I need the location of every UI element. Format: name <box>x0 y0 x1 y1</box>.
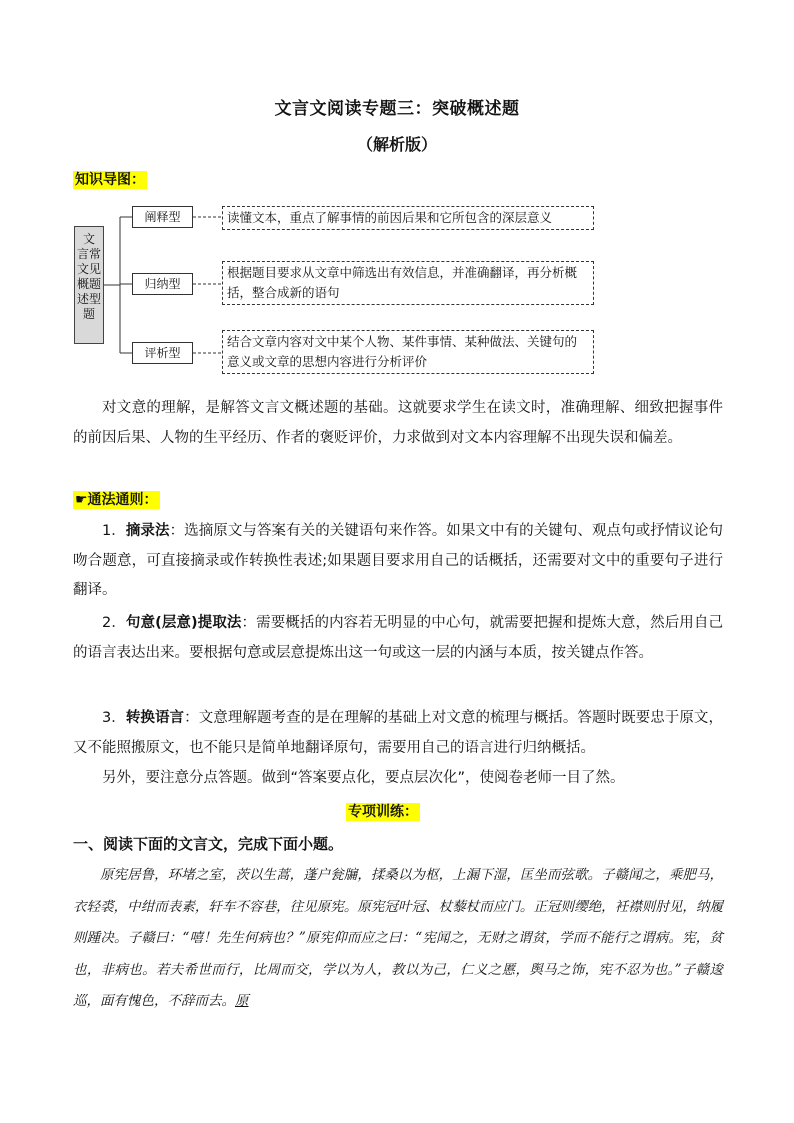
mindmap-root-line: 概题 <box>76 277 101 291</box>
general-rules-label: ☛通法通则： <box>75 492 158 508</box>
rule-item <box>73 704 723 763</box>
special-training-label: 专项训练： <box>348 804 418 820</box>
mindmap-node-evaluate: 评析型 <box>132 342 193 364</box>
knowledge-map-label: 知识导图： <box>75 172 145 188</box>
section-heading-general-rules <box>73 489 160 509</box>
page-subtitle: （解析版） <box>356 135 437 154</box>
rule-number: 3． <box>102 710 126 726</box>
rule-text: ：文意理解题考查的是在理解的基础上对文意的梳理与概括。答题时既要忠于原文，又不能照搬原文，也不能只是简单地翻译原句，需要用自己的语言进行归纳概括。 <box>73 710 723 756</box>
page-title: 文言文阅读专题三：突破概述题 <box>274 99 520 119</box>
rule-text: ：需要概括的内容若无明显的中心句，就需要把握和提炼大意，然后用自己的语言表达出来。要根据句意或层意提炼出这一句或这一层的内涵与本质，按关键点作答。 <box>73 615 723 661</box>
rule-name: 转换语言 <box>125 710 185 726</box>
mindmap-root-line: 述型 <box>76 292 101 306</box>
mindmap-desc-evaluate: 结合文章内容对文中某个人物、某件事情、某种做法、关键句的意义或文章的思想内容进行分析评价 <box>222 330 594 374</box>
mindmap-node-explain: 阐释型 <box>132 206 193 228</box>
rule-name: 摘录法 <box>125 523 170 539</box>
intro-paragraph: 对文意的理解，是解答文言文概述题的基础。这就要求学生在读文时，准确理解、细致把握事件的前因后果、人物的生平经历、作者的褒贬评价，力求做到对文本内容理解不出现失误和偏差。 <box>73 400 723 446</box>
rule-number: 2． <box>102 615 126 631</box>
rule-text: ：选摘原文与答案有关的关键语句来作答。如果文中有的关键句、观点句或抒情议论句吻合题意，可直接摘录或作转换性表述;如果题目要求用自己的话概括，还需要对文中的重要句子进行翻译。 <box>73 523 723 598</box>
passage-underlined-tail: 原 <box>235 993 249 1009</box>
rule-item <box>73 609 723 668</box>
rule-number: 1． <box>102 523 126 539</box>
rule-name: 句意(层意)提取法 <box>125 615 242 631</box>
mindmap-root <box>74 226 104 344</box>
classical-passage <box>73 860 723 1018</box>
mindmap-root-line: 文见 <box>76 262 101 276</box>
mindmap-desc-summarize: 根据题目要求从文章中筛选出有效信息，并准确翻译，再分析概括，整合成新的语句 <box>222 261 594 305</box>
section-heading-special-training <box>346 801 420 821</box>
mindmap-node-summarize: 归纳型 <box>132 273 193 295</box>
note-paragraph: 另外，要注意分点答题。做到“答案要点化，要点层次化”，使阅卷老师一目了然。 <box>102 770 625 786</box>
passage-text: 原宪居鲁，环堵之室，茨以生蒿，蓬户瓮牖，揉桑以为枢，上漏下湿，匡坐而弦歌。子赣闻之，乘肥马，衣轻裘，中绀而表素，轩车不容巷，往见原宪。原宪冠叶冠、杖藜杖而应门。正冠则缨绝，衽襟则肘见，纳履则踵决。子赣曰：“嘻！先生何病也？”原宪仰而应之曰：“宪闻之，无财之谓贫，学而不能行之谓病。宪，贫也，非病也。若夫希世而行，比周而交，学以为人，教以为己，仁义之慝，舆马之饰，宪不忍为也。”子赣逡巡，面有愧色，不辞而去。 <box>73 867 723 1009</box>
question-heading: 一、阅读下面的文言文，完成下面小题。 <box>73 835 344 853</box>
mindmap-desc-explain: 读懂文本，重点了解事情的前因后果和它所包含的深层意义 <box>222 206 594 230</box>
mindmap-root-line: 文 <box>82 232 95 246</box>
mindmap-root-line: 言常 <box>76 247 101 261</box>
rule-item <box>73 517 723 606</box>
mindmap-root-line: 题 <box>82 307 95 321</box>
